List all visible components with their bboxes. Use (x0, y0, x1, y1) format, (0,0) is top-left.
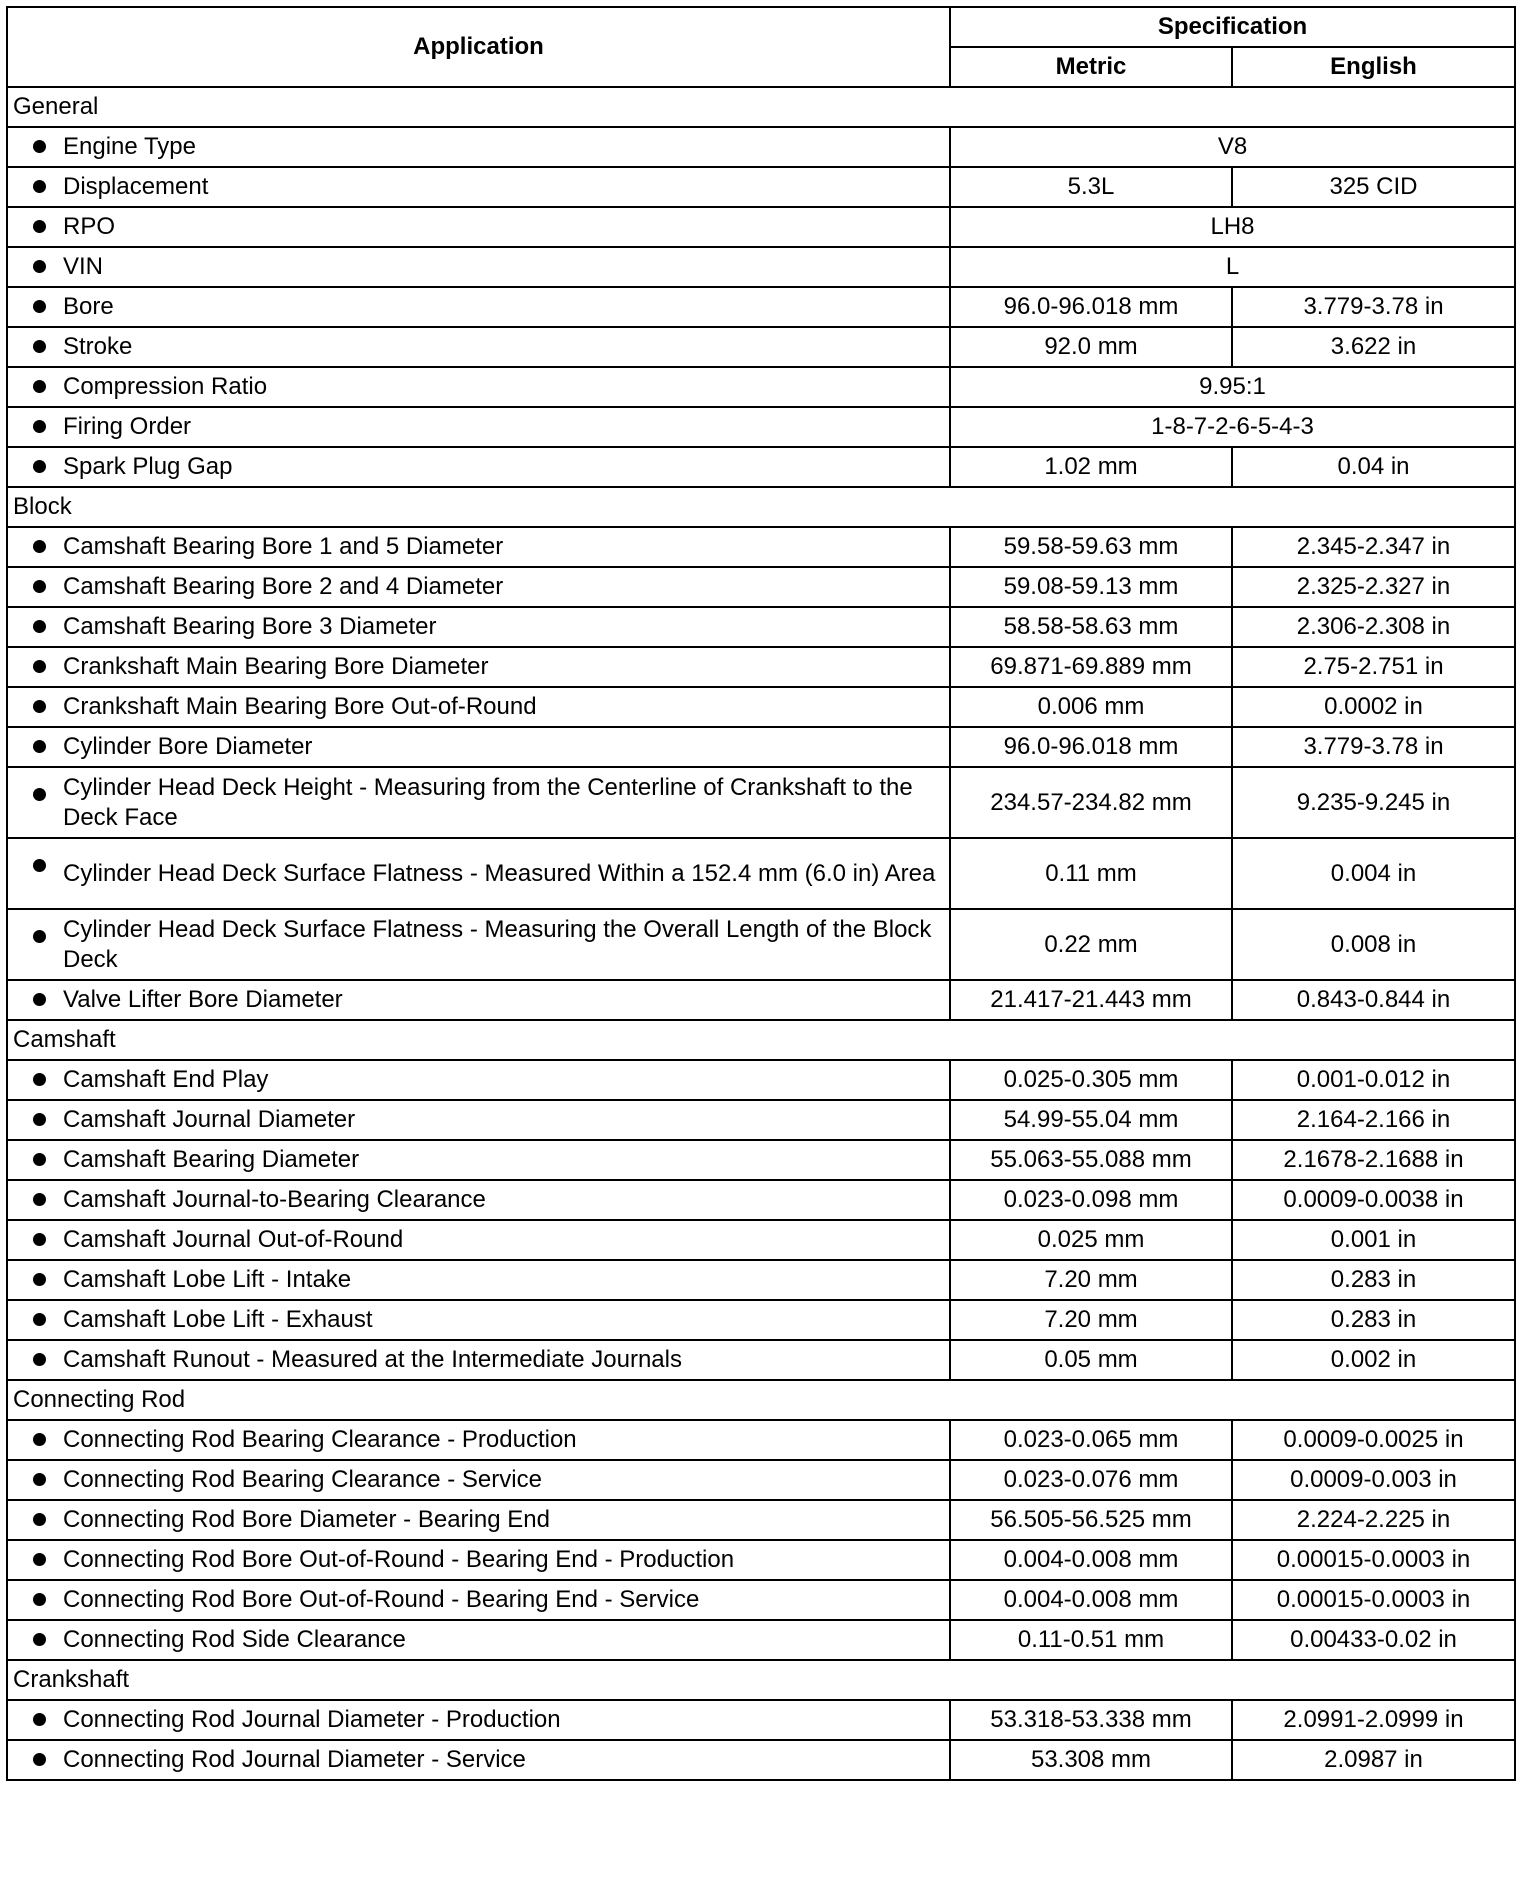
bullet-icon (33, 859, 46, 872)
application-label: Camshaft Journal Diameter (63, 1106, 356, 1133)
english-value-cell: 9.235-9.245 in (1232, 767, 1515, 838)
application-cell (7, 727, 950, 767)
english-value-cell: 2.1678-2.1688 in (1232, 1140, 1515, 1180)
application-label: Connecting Rod Journal Diameter - Production (63, 1706, 561, 1733)
application-label: Compression Ratio (63, 373, 268, 400)
bullet-icon (33, 1113, 46, 1126)
english-value-cell: 0.004 in (1232, 838, 1515, 909)
table-header (7, 7, 1515, 87)
english-value-cell: 0.001 in (1232, 1220, 1515, 1260)
application-cell (7, 167, 950, 207)
bullet-icon (33, 1513, 46, 1526)
section-title: Connecting Rod (7, 1380, 1515, 1420)
application-cell (7, 647, 950, 687)
english-value-cell: 0.002 in (1232, 1340, 1515, 1380)
application-label: Camshaft Bearing Bore 1 and 5 Diameter (63, 533, 504, 560)
application-label: Camshaft Lobe Lift - Intake (63, 1266, 352, 1293)
metric-value-cell: 0.004-0.008 mm (950, 1540, 1232, 1580)
metric-value-cell: 7.20 mm (950, 1260, 1232, 1300)
application-cell (7, 1540, 950, 1580)
application-label: Spark Plug Gap (63, 453, 233, 480)
application-cell (7, 1180, 950, 1220)
bullet-icon (33, 1753, 46, 1766)
application-cell (7, 1100, 950, 1140)
bullet-icon (33, 540, 46, 553)
bullet-icon (33, 1593, 46, 1606)
table-row (7, 567, 1515, 607)
bullet-icon (33, 620, 46, 633)
section-row (7, 1020, 1515, 1060)
bullet-icon (33, 660, 46, 673)
bullet-icon (33, 340, 46, 353)
application-label: Cylinder Head Deck Surface Flatness - Measured Within a 152.4 mm (6.0 in) Area (63, 859, 936, 887)
application-cell (7, 1340, 950, 1380)
application-cell (7, 327, 950, 367)
metric-value-cell: 0.11-0.51 mm (950, 1620, 1232, 1660)
english-value-cell: 0.00015-0.0003 in (1232, 1540, 1515, 1580)
application-cell (7, 1260, 950, 1300)
table-row (7, 447, 1515, 487)
section-title: Crankshaft (7, 1660, 1515, 1700)
table-row (7, 767, 1515, 838)
application-label: Bore (63, 293, 114, 320)
metric-value-cell: 7.20 mm (950, 1300, 1232, 1340)
table-row (7, 1300, 1515, 1340)
table-row (7, 1180, 1515, 1220)
bullet-icon (33, 1193, 46, 1206)
english-value-cell: 2.345-2.347 in (1232, 527, 1515, 567)
application-cell (7, 567, 950, 607)
application-label: Connecting Rod Bearing Clearance - Production (63, 1426, 577, 1453)
metric-value-cell: 0.05 mm (950, 1340, 1232, 1380)
application-cell (7, 447, 950, 487)
english-value-cell: 0.283 in (1232, 1300, 1515, 1340)
table-row (7, 327, 1515, 367)
metric-value-cell: 96.0-96.018 mm (950, 287, 1232, 327)
english-value-cell: 2.306-2.308 in (1232, 607, 1515, 647)
english-value-cell: 0.0002 in (1232, 687, 1515, 727)
application-cell (7, 1460, 950, 1500)
table-row (7, 527, 1515, 567)
english-value-cell: 325 CID (1232, 167, 1515, 207)
application-header: Application (7, 7, 950, 87)
table-row (7, 1140, 1515, 1180)
table-row (7, 1460, 1515, 1500)
application-cell (7, 838, 950, 909)
specification-header: Specification (950, 7, 1515, 47)
application-cell (7, 767, 950, 838)
bullet-icon (33, 420, 46, 433)
metric-value-cell: 0.025-0.305 mm (950, 1060, 1232, 1100)
bullet-icon (33, 1473, 46, 1486)
application-label: Cylinder Bore Diameter (63, 733, 313, 760)
metric-value-cell: 1.02 mm (950, 447, 1232, 487)
english-value-cell: 2.164-2.166 in (1232, 1100, 1515, 1140)
table-row (7, 247, 1515, 287)
application-cell (7, 287, 950, 327)
bullet-icon (33, 220, 46, 233)
application-label: Cylinder Head Deck Height - Measuring from the Centerline of Crankshaft to the Deck Face (63, 773, 913, 831)
application-label: Connecting Rod Bore Out-of-Round - Bearing End - Service (63, 1586, 700, 1613)
table-row (7, 127, 1515, 167)
table-row (7, 1060, 1515, 1100)
english-value-cell: 3.622 in (1232, 327, 1515, 367)
metric-value-cell: 0.11 mm (950, 838, 1232, 909)
application-cell (7, 1140, 950, 1180)
application-cell (7, 1500, 950, 1540)
english-value-cell: 0.008 in (1232, 909, 1515, 980)
english-value-cell: 0.283 in (1232, 1260, 1515, 1300)
application-label: Camshaft End Play (63, 1066, 269, 1093)
metric-value-cell: 0.023-0.065 mm (950, 1420, 1232, 1460)
application-cell (7, 1620, 950, 1660)
application-cell (7, 607, 950, 647)
table-row (7, 1340, 1515, 1380)
section-title: Camshaft (7, 1020, 1515, 1060)
table-row (7, 1540, 1515, 1580)
table-row (7, 647, 1515, 687)
bullet-icon (33, 300, 46, 313)
application-label: Camshaft Journal-to-Bearing Clearance (63, 1186, 486, 1213)
metric-value-cell: 53.308 mm (950, 1740, 1232, 1780)
bullet-icon (33, 700, 46, 713)
table-row (7, 909, 1515, 980)
metric-value-cell: 56.505-56.525 mm (950, 1500, 1232, 1540)
specification-table (6, 6, 1516, 1781)
bullet-icon (33, 180, 46, 193)
application-label: Connecting Rod Side Clearance (63, 1626, 406, 1653)
metric-value-cell: 69.871-69.889 mm (950, 647, 1232, 687)
table-row (7, 367, 1515, 407)
application-label: VIN (63, 253, 104, 280)
table-row (7, 1420, 1515, 1460)
metric-value-cell: 0.023-0.098 mm (950, 1180, 1232, 1220)
bullet-icon (33, 1073, 46, 1086)
bullet-icon (33, 260, 46, 273)
spec-value-cell: L (950, 247, 1515, 287)
application-label: Camshaft Bearing Diameter (63, 1146, 360, 1173)
application-cell (7, 127, 950, 167)
application-cell (7, 247, 950, 287)
spec-value-cell: LH8 (950, 207, 1515, 247)
table-row (7, 1580, 1515, 1620)
table-row (7, 1500, 1515, 1540)
english-value-cell: 0.0009-0.003 in (1232, 1460, 1515, 1500)
application-cell (7, 367, 950, 407)
metric-value-cell: 59.08-59.13 mm (950, 567, 1232, 607)
english-header: English (1232, 47, 1515, 87)
table-row (7, 1740, 1515, 1780)
application-label: Crankshaft Main Bearing Bore Out-of-Round (63, 693, 537, 720)
application-cell (7, 980, 950, 1020)
application-cell (7, 1740, 950, 1780)
english-value-cell: 2.75-2.751 in (1232, 647, 1515, 687)
table-row (7, 1260, 1515, 1300)
bullet-icon (33, 1153, 46, 1166)
application-label: RPO (63, 213, 116, 240)
application-label: Engine Type (63, 133, 196, 160)
application-label: Camshaft Bearing Bore 2 and 4 Diameter (63, 573, 504, 600)
table-row (7, 727, 1515, 767)
bullet-icon (33, 930, 46, 943)
application-label: Connecting Rod Journal Diameter - Service (63, 1746, 526, 1773)
english-value-cell: 0.04 in (1232, 447, 1515, 487)
application-label: Camshaft Lobe Lift - Exhaust (63, 1306, 373, 1333)
bullet-icon (33, 788, 46, 801)
table-row (7, 1220, 1515, 1260)
bullet-icon (33, 1553, 46, 1566)
bullet-icon (33, 460, 46, 473)
english-value-cell: 3.779-3.78 in (1232, 287, 1515, 327)
table-row (7, 838, 1515, 909)
metric-value-cell: 5.3L (950, 167, 1232, 207)
application-cell (7, 527, 950, 567)
bullet-icon (33, 1353, 46, 1366)
application-label: Stroke (63, 333, 133, 360)
english-value-cell: 0.0009-0.0025 in (1232, 1420, 1515, 1460)
metric-value-cell: 55.063-55.088 mm (950, 1140, 1232, 1180)
table-row (7, 407, 1515, 447)
application-label: Connecting Rod Bearing Clearance - Service (63, 1466, 542, 1493)
table-row (7, 287, 1515, 327)
table-row (7, 687, 1515, 727)
english-value-cell: 2.224-2.225 in (1232, 1500, 1515, 1540)
metric-value-cell: 234.57-234.82 mm (950, 767, 1232, 838)
bullet-icon (33, 1273, 46, 1286)
bullet-icon (33, 1633, 46, 1646)
application-cell (7, 207, 950, 247)
section-title: General (7, 87, 1515, 127)
application-cell (7, 1060, 950, 1100)
english-value-cell: 2.0987 in (1232, 1740, 1515, 1780)
application-label: Connecting Rod Bore Out-of-Round - Bearing End - Production (63, 1546, 735, 1573)
application-label: Camshaft Bearing Bore 3 Diameter (63, 613, 437, 640)
application-label: Valve Lifter Bore Diameter (63, 986, 343, 1013)
application-cell (7, 909, 950, 980)
application-cell (7, 407, 950, 447)
application-label: Connecting Rod Bore Diameter - Bearing End (63, 1506, 550, 1533)
spec-value-cell: 1-8-7-2-6-5-4-3 (950, 407, 1515, 447)
bullet-icon (33, 1433, 46, 1446)
metric-value-cell: 58.58-58.63 mm (950, 607, 1232, 647)
table-row (7, 1100, 1515, 1140)
table-row (7, 207, 1515, 247)
english-value-cell: 2.0991-2.0999 in (1232, 1700, 1515, 1740)
english-value-cell: 3.779-3.78 in (1232, 727, 1515, 767)
metric-value-cell: 21.417-21.443 mm (950, 980, 1232, 1020)
bullet-icon (33, 1233, 46, 1246)
english-value-cell: 0.843-0.844 in (1232, 980, 1515, 1020)
metric-value-cell: 53.318-53.338 mm (950, 1700, 1232, 1740)
application-cell (7, 1420, 950, 1460)
table-row (7, 1620, 1515, 1660)
metric-value-cell: 0.025 mm (950, 1220, 1232, 1260)
table-row (7, 1700, 1515, 1740)
application-cell (7, 1580, 950, 1620)
table-row (7, 167, 1515, 207)
section-row (7, 1660, 1515, 1700)
metric-value-cell: 92.0 mm (950, 327, 1232, 367)
english-value-cell: 0.00015-0.0003 in (1232, 1580, 1515, 1620)
metric-value-cell: 0.004-0.008 mm (950, 1580, 1232, 1620)
table-row (7, 980, 1515, 1020)
metric-value-cell: 59.58-59.63 mm (950, 527, 1232, 567)
section-title: Block (7, 487, 1515, 527)
application-label: Displacement (63, 173, 209, 200)
application-cell (7, 1300, 950, 1340)
table-row (7, 607, 1515, 647)
bullet-icon (33, 1713, 46, 1726)
english-value-cell: 2.325-2.327 in (1232, 567, 1515, 607)
metric-value-cell: 0.22 mm (950, 909, 1232, 980)
english-value-cell: 0.001-0.012 in (1232, 1060, 1515, 1100)
application-cell (7, 1220, 950, 1260)
section-row (7, 487, 1515, 527)
spec-value-cell: 9.95:1 (950, 367, 1515, 407)
application-label: Camshaft Runout - Measured at the Intermediate Journals (63, 1346, 682, 1373)
application-label: Crankshaft Main Bearing Bore Diameter (63, 653, 489, 680)
application-label: Firing Order (63, 413, 192, 440)
application-cell (7, 1700, 950, 1740)
english-value-cell: 0.0009-0.0038 in (1232, 1180, 1515, 1220)
table-body (7, 87, 1515, 1780)
metric-header: Metric (950, 47, 1232, 87)
bullet-icon (33, 580, 46, 593)
metric-value-cell: 0.023-0.076 mm (950, 1460, 1232, 1500)
section-row (7, 87, 1515, 127)
english-value-cell: 0.00433-0.02 in (1232, 1620, 1515, 1660)
metric-value-cell: 96.0-96.018 mm (950, 727, 1232, 767)
bullet-icon (33, 1313, 46, 1326)
application-cell (7, 687, 950, 727)
bullet-icon (33, 993, 46, 1006)
application-label: Camshaft Journal Out-of-Round (63, 1226, 404, 1253)
section-row (7, 1380, 1515, 1420)
application-label: Cylinder Head Deck Surface Flatness - Measuring the Overall Length of the Block Deck (63, 915, 932, 973)
spec-value-cell: V8 (950, 127, 1515, 167)
bullet-icon (33, 740, 46, 753)
metric-value-cell: 0.006 mm (950, 687, 1232, 727)
metric-value-cell: 54.99-55.04 mm (950, 1100, 1232, 1140)
bullet-icon (33, 380, 46, 393)
bullet-icon (33, 140, 46, 153)
